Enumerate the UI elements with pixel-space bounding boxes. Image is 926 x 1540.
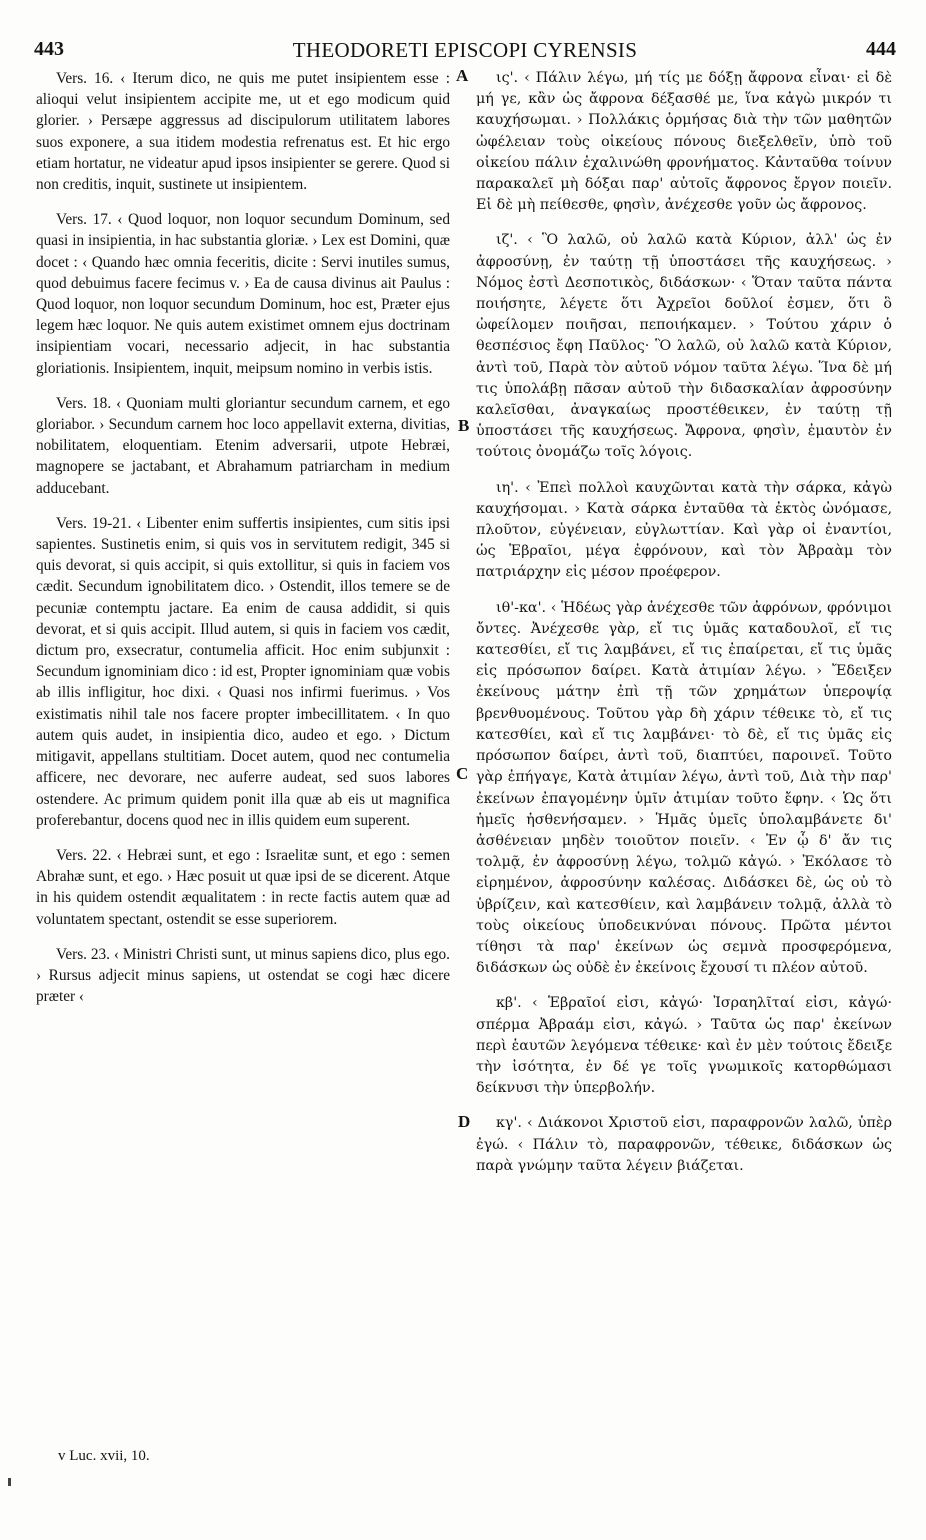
margin-marker-d: D xyxy=(458,1112,471,1131)
footnote: v Luc. xvii, 10. xyxy=(58,1448,150,1464)
latin-column xyxy=(36,68,450,1007)
page-number-left: 443 xyxy=(34,38,64,60)
greek-paragraph: κγ'. ‹ Διάκονοι Χριστοῦ εἰσι, παραφρονῶν λαλῶ, ὑπὲρ ἐγώ. ‹ Πάλιν τὸ, παραφρονῶν, τέθεικε, διδάσκων ὡς παρὰ γνώμην ταῦτα λέγειν βιάζεται. xyxy=(476,1115,892,1174)
latin-paragraph: Vers. 19-21. ‹ Libenter enim suffertis insipientes, cum sitis ipsi sapientes. Sustinetis enim, si quis vos in servitutem redigit, 345 si quis devorat, si quis accipit, si quis extollitur, si quis in faciem vos cædit. Secundum ignobilitatem dico. › Ostendit, illos temere se de pecuniæ contemptu jactare. Ea enim de causa addidit, si quis devorat, et si quis accipit. Illud autem, si quis in faciem vos cædit, dictum pro, exsecratur, contumelia afficit. Hoc enim subjunxit : Secundum ignominiam dico : id est, Propter ignominiam quæ vobis ab illis infligitur, hoc dixi. ‹ Quasi nos infirmi fuerimus. › Vos existimatis nihil tale nos facere propter imbecillitatem. ‹ In quo autem quis audet, in insipientia dico, audeo et ego. › Dictum mitigavit, appellans stultitiam. Docet autem, quod nec contumelia afficere, nec devorare, nec auferre audeat, sed suos labores ostendere. Ac primum quidem ponit illa quæ ab eis ut magnifica proferebantur, docens quod nec in illis quidem eum superent. xyxy=(36,514,450,829)
latin-paragraph: Vers. 16. ‹ Iterum dico, ne quis me putet insipientem esse : alioqui velut insipientem accipite me, ut et ego modicum quid glorier. › Persæpe aggressus ad discipulorum utilitatem labores suos exponere, a sua itidem modestia refrenatus est. Et hic ergo etiam hortatur, ne videatur apud ipsos insipienter se gerere. Quod si non creditis, inquit, sustinete ut insipientem. xyxy=(36,70,450,194)
greek-paragraph: ιζ'. ‹ Ὃ λαλῶ, οὐ λαλῶ κατὰ Κύριον, ἀλλ' ὡς ἐν ἀφροσύνῃ, ἐν ταύτῃ τῇ ὑποστάσει τῆς καυχήσεως. › Νόμος ἐστὶ Δεσποτικὸς, διδάσκων· ‹ Ὅταν ταῦτα πάντα ποιήσητε, λέγετε ὅτι Ἀχρεῖοι δοῦλοί ἐσμεν, ὅτι ὃ ὠφείλομεν ποιῆσαι, πεποιήκαμεν. › Τούτου χάριν ὁ θεσπέσιος ἔφη Παῦλος· Ὃ λαλῶ, οὐ λαλῶ κατὰ Κύριον, ἀντὶ τοῦ, Παρὰ τὸν αὐτοῦ νόμον ταῦτα λέγω. Ἵνα δὲ μή τις ὑπολάβῃ πᾶσαν αὐτοῦ τὴν διδασκαλίαν ἀφροσύνην καλεῖσθαι, ἀναγκαίως προστέθεικεν, ἐν ταύτῃ τῇ ὑποστάσει τῆς καυχήσεως. Ἄφρονα, φησὶν, ἐμαυτὸν ἐν τούτοις ὀνομάζω τοῖς λόγοις. xyxy=(476,232,892,461)
running-title: THEODORETI EPISCOPI CYRENSIS xyxy=(292,38,638,62)
page-number-right: 444 xyxy=(866,38,896,60)
greek-paragraph: κβ'. ‹ Ἑβραῖοί εἰσι, κἀγώ· Ἰσραηλῖταί εἰσι, κἀγώ· σπέρμα Ἀβραάμ εἰσι, κἀγώ. › Ταῦτα ὡς παρ' ἐκείνων περὶ ἑαυτῶν λεγόμενα τέθεικε· καὶ ἐν μὲν τούτοις ἔδειξε τὴν ἰσότητα, ἐν δέ γε τοῖς γνωμικοῖς κατορθώμασι δείκνυσι τὴν ὑπερβολήν. xyxy=(476,995,892,1097)
greek-paragraph: ις'. ‹ Πάλιν λέγω, μή τίς με δόξῃ ἄφρονα εἶναι· εἰ δὲ μή γε, κἂν ὡς ἄφρονα δέξασθέ με, ἵνα κἀγὼ μικρόν τι καυχήσωμαι. › Πολλάκις ὁρμήσας διὰ τὴν τῶν μαθητῶν ὠφέλειαν τοὺς οἰκείους πόνους διεξελθεῖν, ὑπὸ τοῦ οἰκείου πάλιν ἐχαλινώθη φρονήματος. Κἀνταῦθα τοίνυν παρακαλεῖ μὴ δόξαι παρ' αὐτοῖς ἄφρονος ἔργον ποιεῖν. Εἰ δὲ μὴ πείθεσθε, φησὶν, ἀνέχεσθε γοῦν ὡς ἄφρονος. xyxy=(476,70,892,214)
page-header xyxy=(34,38,896,64)
greek-paragraph: ιη'. ‹ Ἐπεὶ πολλοὶ καυχῶνται κατὰ τὴν σάρκα, κἀγὼ καυχήσομαι. › Κατὰ σάρκα ἐνταῦθα τὰ ἐκτὸς ὠνόμασε, πλοῦτον, εὐγένειαν, εὐγλωττίαν. Καὶ γὰρ οἱ ἐναντίοι, ὡς Ἑβραῖοι, μέγα ἐφρόνουν, καὶ τὸν Ἀβραὰμ τὸν πατριάρχην εἰς μέσον προέφερον. xyxy=(476,479,892,581)
latin-paragraph: Vers. 18. ‹ Quoniam multi gloriantur secundum carnem, et ego gloriabor. › Secundum carnem hoc loco appellavit externa, divitias, nobilitatem, eloquentiam. Etenim adversarii, utpote Hebræi, magnopere se jactabant, et Abrahamum patriarcham in medium adducebant. xyxy=(36,394,450,497)
latin-paragraph: Vers. 23. ‹ Ministri Christi sunt, ut minus sapiens dico, plus ego. › Rursus adjecit minus sapiens, ut ostendat se cogi hæc dicere præter ‹ xyxy=(36,945,450,1006)
latin-paragraph: Vers. 22. ‹ Hebræi sunt, et ego : Israelitæ sunt, et ego : semen Abrahæ sunt, et ego. › Hæc posuit ut quæ ipsi de se dicerent. Atque in his quidem ostendit æqualitatem : in recte factis autem quæ ad voluntatem spectant, ostendit se esse superiorem. xyxy=(36,846,450,928)
margin-marker-a: A xyxy=(456,66,469,85)
greek-paragraph: ιθ'-κα'. ‹ Ἡδέως γὰρ ἀνέχεσθε τῶν ἀφρόνων, φρόνιμοι ὄντες. Ἀνέχεσθε γὰρ, εἴ τις ὑμᾶς καταδουλοῖ, εἴ τις κατεσθίει, εἴ τις λαμβάνει, εἴ τις ἐπαίρεται, εἴ τις ὑμᾶς εἰς πρόσωπον δαίρει. Κατὰ ἀτιμίαν λέγω. › Ἔδειξεν ἐκείνους μάτην ἐπὶ τῇ τῶν χρημάτων ὑπεροψίᾳ βρενθυομένους. Τοῦτου γὰρ δὴ χάριν τέθεικε τὸ, εἴ τις κατεσθίει, καὶ εἴ τις λαμβάνει· τὸ δὲ, εἴ τις ὑμᾶς εἰς πρόσωπον δαίρει, ἀντὶ τοῦ, διαπτύει, παροινεῖ. Τοῦτο γὰρ ἐπήγαγε, Κατὰ ἀτιμίαν λέγω, ἀντὶ τοῦ, Διὰ τὴν παρ' ἐκείνων ἐπαγομένην ὑμῖν ἀτιμίαν τοῦτο ἔφην. ‹ Ὡς ὅτι ἡμεῖς ἠσθενήσαμεν. › Ἡμᾶς ὑμεῖς ὑπολαμβάνετε δι' ἀσθένειαν μηδὲν τοιοῦτον ποιεῖν. ‹ Ἐν ᾧ δ' ἄν τις τολμᾷ, ἐν ἀφροσύνῃ λέγω, τολμῶ κἀγώ. › Ἐκόλασε τὸ εἰρημένον, ἀφροσύνην καλέσας. Διδάσκει δὲ, ὡς οὐ τὸ ὑβρίζειν, καὶ κατεσθίειν, καὶ λαμβάνειν τολμᾷ, ἀλλὰ τὸ τοὺς οἰκείους ὑποδεικνύναι πόνους. Πρῶτα μέντοι τίθησι τὰ παρ' ἐκείνων ὡς σεμνὰ προσφερόμενα, διδάσκων ὡς οὐδὲ ἐν ἐκείνοις ἔχουσί τι πλέον αὐτοῦ. xyxy=(476,599,892,977)
margin-marker-b: B xyxy=(458,416,470,435)
latin-paragraph: Vers. 17. ‹ Quod loquor, non loquor secundum Dominum, sed quasi in insipientia, in hac substantia gloriæ. › Lex est Domini, quæ docet : ‹ Quando hæc omnia feceritis, dicite : Servi inutiles sumus, quod debuimus facere fecimus v. › Ea de causa divinus ait Paulus : Quod loquor, non loquor secundum Dominum, hoc est, Præter ejus legem hæc loquor. Ne quis autem existimet omnem ejus doctrinam insipientiam vocari, necessario adjecit, in hac substantia gloriationis. Insipientem, inquit, meipsum nomino in verbis istis. xyxy=(36,211,450,377)
margin-marker-c: C xyxy=(456,764,469,783)
print-speck xyxy=(8,1478,11,1486)
greek-column xyxy=(476,68,892,1177)
